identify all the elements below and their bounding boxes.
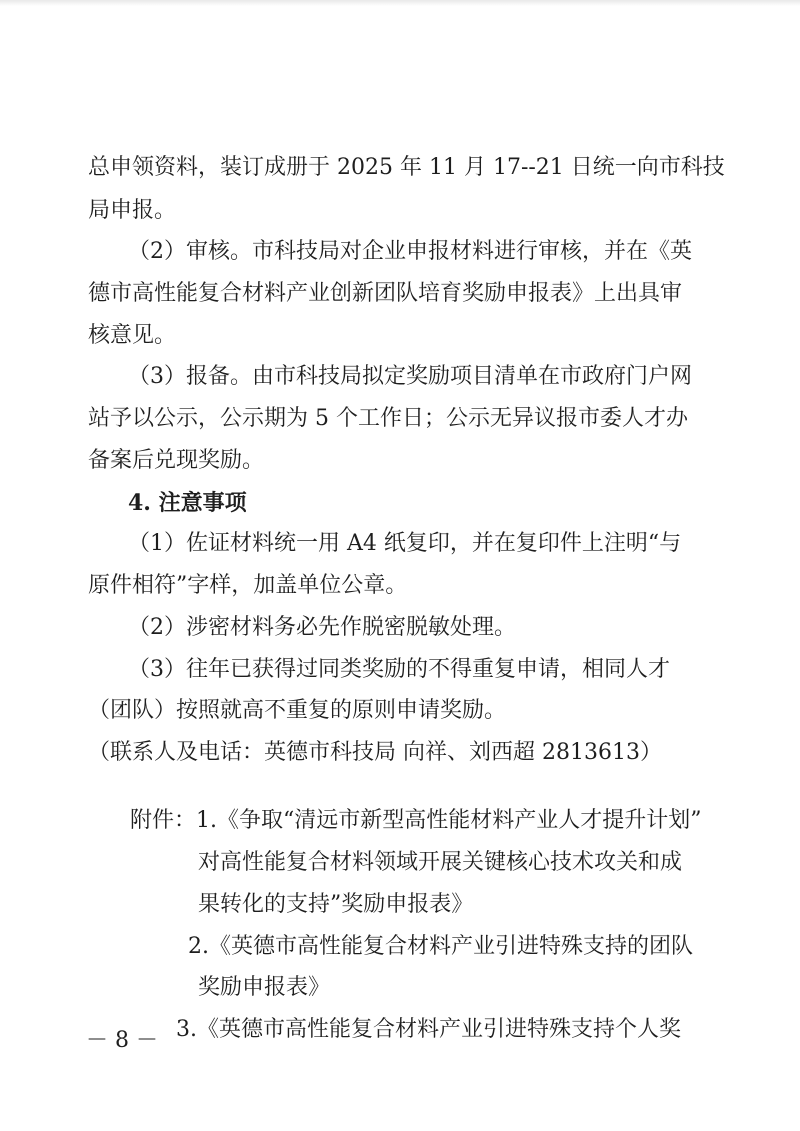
body-line-11: 原件相符”字样，加盖单位公章。 [88, 573, 408, 598]
attachment-line-6: 3.《英德市高性能复合材料产业引进特殊支持个人奖 [176, 1017, 681, 1042]
body-line-3: （2）审核。市科技局对企业申报材料进行审核，并在《英 [128, 239, 692, 264]
attachment-line-3: 果转化的支持”奖励申报表》 [198, 892, 474, 917]
body-line-13: （3）往年已获得过同类奖励的不得重复申请，相同人才 [128, 657, 670, 682]
scan-edge [0, 0, 800, 6]
attachment-line-2: 对高性能复合材料领域开展关键核心技术攻关和成 [198, 850, 683, 875]
attachment-line-4: 2.《英德市高性能复合材料产业引进特殊支持的团队 [188, 934, 693, 959]
page-number: － 8 － [86, 1028, 158, 1053]
body-line-7: 站予以公示，公示期为 5 个工作日；公示无异议报市委人才办 [88, 406, 688, 431]
body-line-1: 总申领资料，装订成册于 2025 年 11 月 17--21 日统一向市科技 [88, 155, 725, 180]
contact-line: （联系人及电话：英德市科技局 向祥、刘西超 2813613） [88, 740, 662, 765]
attachment-line-1: 附件：1.《争取“清远市新型高性能材料产业人才提升计划” [130, 808, 702, 833]
body-line-2: 局申报。 [88, 198, 177, 223]
body-line-12: （2）涉密材料务必先作脱密脱敏处理。 [128, 615, 516, 640]
body-line-5: 核意见。 [88, 323, 177, 348]
section-heading: 4. 注意事项 [128, 490, 247, 516]
body-line-8: 备案后兑现奖励。 [88, 448, 265, 473]
body-line-6: （3）报备。由市科技局拟定奖励项目清单在市政府门户网 [128, 364, 692, 389]
body-line-10: （1）佐证材料统一用 A4 纸复印，并在复印件上注明“与 [128, 531, 682, 556]
attachment-line-5: 奖励申报表》 [198, 975, 331, 1000]
body-line-14: （团队）按照就高不重复的原则申请奖励。 [88, 698, 507, 723]
body-line-4: 德市高性能复合材料产业创新团队培育奖励申报表》上出具审 [88, 281, 683, 306]
